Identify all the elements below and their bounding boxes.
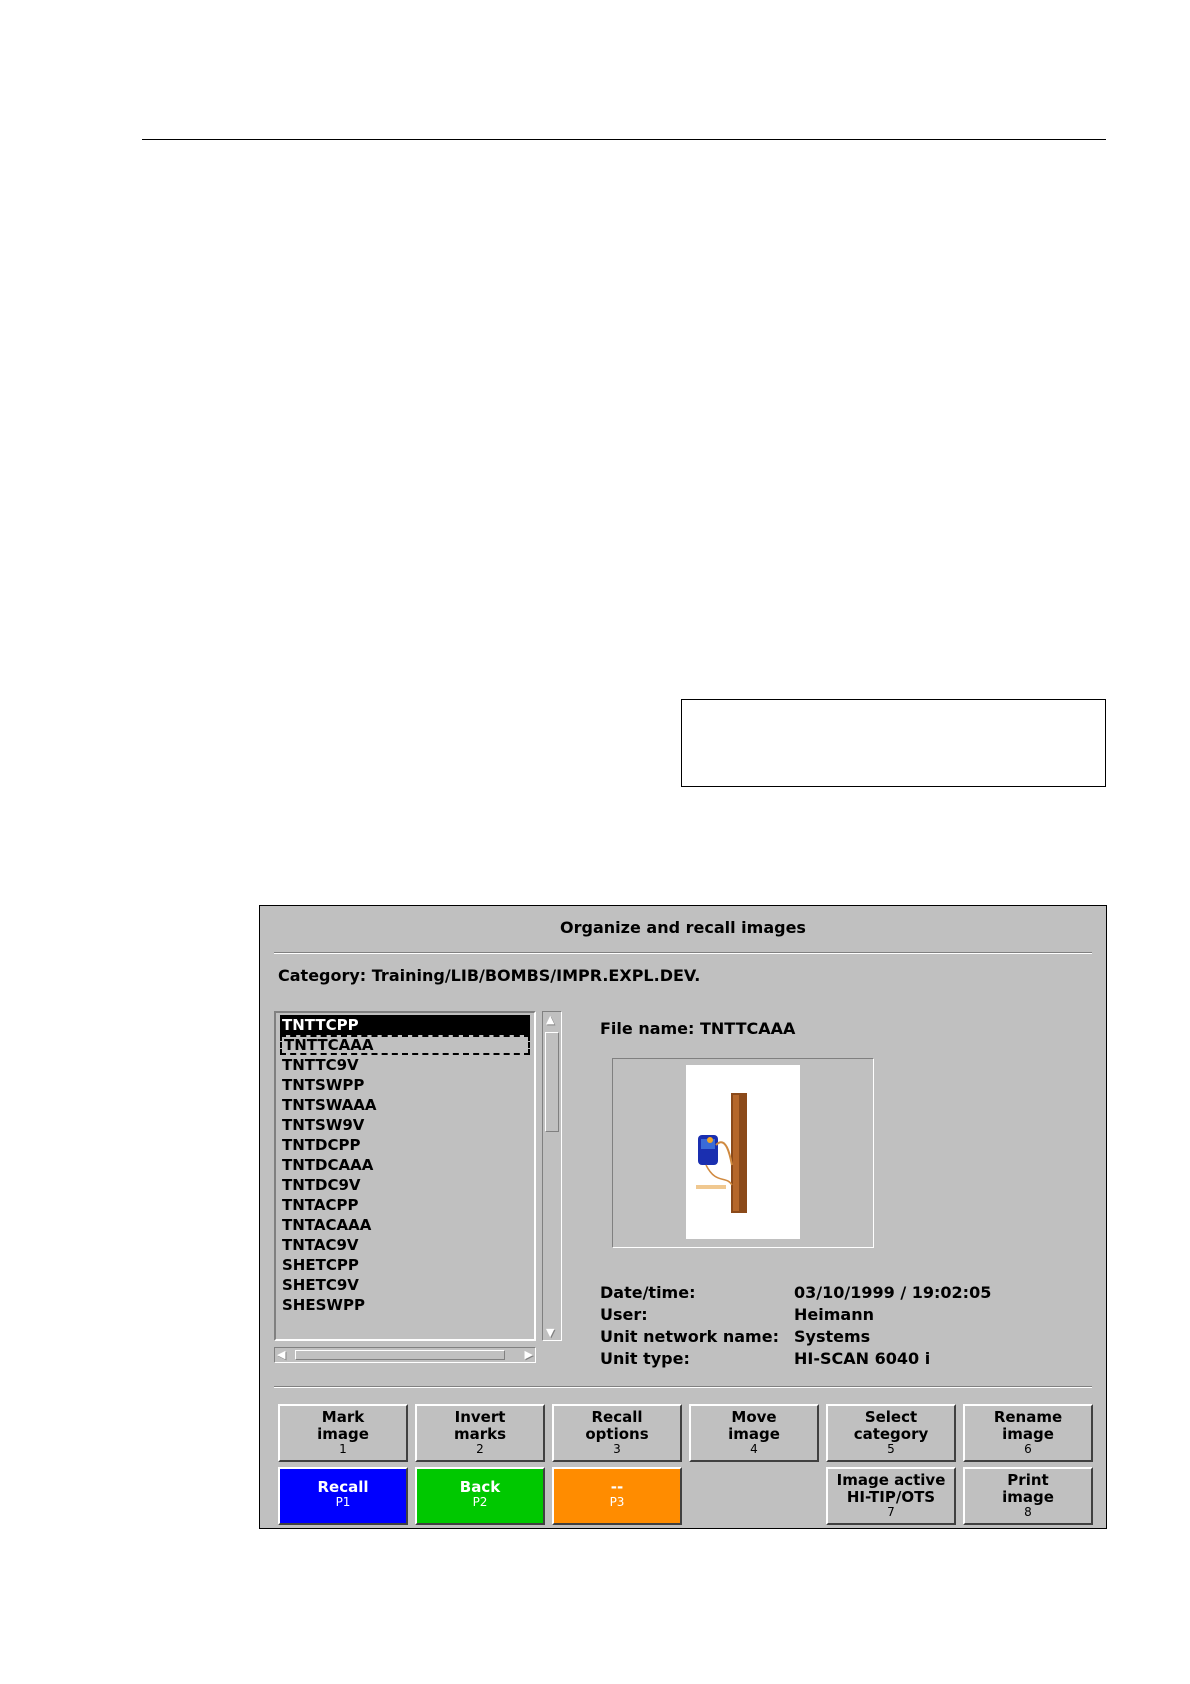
unit-type-value: HI-SCAN 6040 i — [794, 1349, 931, 1368]
file-name-label: File name: TNTTCAAA — [600, 1019, 796, 1038]
recall-options-button[interactable]: Recall options 3 — [552, 1404, 682, 1462]
title-separator — [274, 952, 1092, 954]
list-item[interactable]: SHESWPP — [282, 1296, 365, 1314]
horizontal-scroll-thumb[interactable] — [295, 1350, 505, 1360]
mark-image-button[interactable]: Mark image 1 — [278, 1404, 408, 1462]
rename-image-button[interactable]: Rename image 6 — [963, 1404, 1093, 1462]
list-item[interactable]: TNTDC9V — [282, 1176, 361, 1194]
print-image-button[interactable]: Print image 8 — [963, 1467, 1093, 1525]
organize-recall-dialog — [259, 905, 1107, 1529]
date-label: Date/time: — [600, 1283, 696, 1302]
select-category-button[interactable]: Select category 5 — [826, 1404, 956, 1462]
list-item[interactable]: SHETC9V — [282, 1276, 359, 1294]
list-item[interactable]: TNTDCAAA — [282, 1156, 374, 1174]
list-horizontal-scrollbar[interactable] — [274, 1347, 536, 1363]
scroll-right-arrow-icon[interactable]: ▶ — [524, 1348, 533, 1361]
buttons-separator — [274, 1386, 1092, 1388]
note-underline — [734, 786, 900, 787]
scroll-up-arrow-icon[interactable]: ▲ — [546, 1013, 555, 1026]
image-preview-frame — [612, 1058, 874, 1248]
list-item[interactable]: TNTSW9V — [282, 1116, 365, 1134]
header-rule — [142, 139, 1106, 140]
user-value: Heimann — [794, 1305, 874, 1324]
image-active-hitip-button[interactable]: Image active HI-TIP/OTS 7 — [826, 1467, 956, 1525]
list-item[interactable]: TNTAC9V — [282, 1236, 359, 1254]
p3-button[interactable]: -- P3 — [552, 1467, 682, 1525]
list-item[interactable]: TNTACAAA — [282, 1216, 372, 1234]
recall-button[interactable]: Recall P1 — [278, 1467, 408, 1525]
list-item[interactable]: TNTACPP — [282, 1196, 359, 1214]
list-vertical-scrollbar[interactable] — [542, 1011, 562, 1341]
scroll-down-arrow-icon[interactable]: ▼ — [546, 1326, 555, 1339]
vertical-scroll-thumb[interactable] — [545, 1032, 559, 1132]
category-label: Category: Training/LIB/BOMBS/IMPR.EXPL.DEV. — [278, 966, 701, 985]
list-item[interactable]: TNTTCAAA — [280, 1035, 530, 1055]
list-item[interactable]: TNTDCPP — [282, 1136, 361, 1154]
image-list[interactable] — [274, 1011, 536, 1341]
back-button[interactable]: Back P2 — [415, 1467, 545, 1525]
network-name-value: Systems — [794, 1327, 871, 1346]
dialog-title: Organize and recall images — [560, 918, 806, 937]
network-name-label: Unit network name: — [600, 1327, 779, 1346]
list-item[interactable]: TNTSWPP — [282, 1076, 365, 1094]
user-label: User: — [600, 1305, 648, 1324]
unit-type-label: Unit type: — [600, 1349, 690, 1368]
date-value: 03/10/1999 / 19:02:05 — [794, 1283, 992, 1302]
scroll-left-arrow-icon[interactable]: ◀ — [277, 1348, 286, 1361]
list-item[interactable]: TNTSWAAA — [282, 1096, 377, 1114]
list-item[interactable]: TNTTC9V — [282, 1056, 359, 1074]
move-image-button[interactable]: Move image 4 — [689, 1404, 819, 1462]
list-item[interactable]: TNTTCPP — [280, 1015, 530, 1035]
xray-preview-image — [686, 1065, 800, 1239]
invert-marks-button[interactable]: Invert marks 2 — [415, 1404, 545, 1462]
note-box — [681, 699, 1106, 787]
list-item[interactable]: SHETCPP — [282, 1256, 359, 1274]
